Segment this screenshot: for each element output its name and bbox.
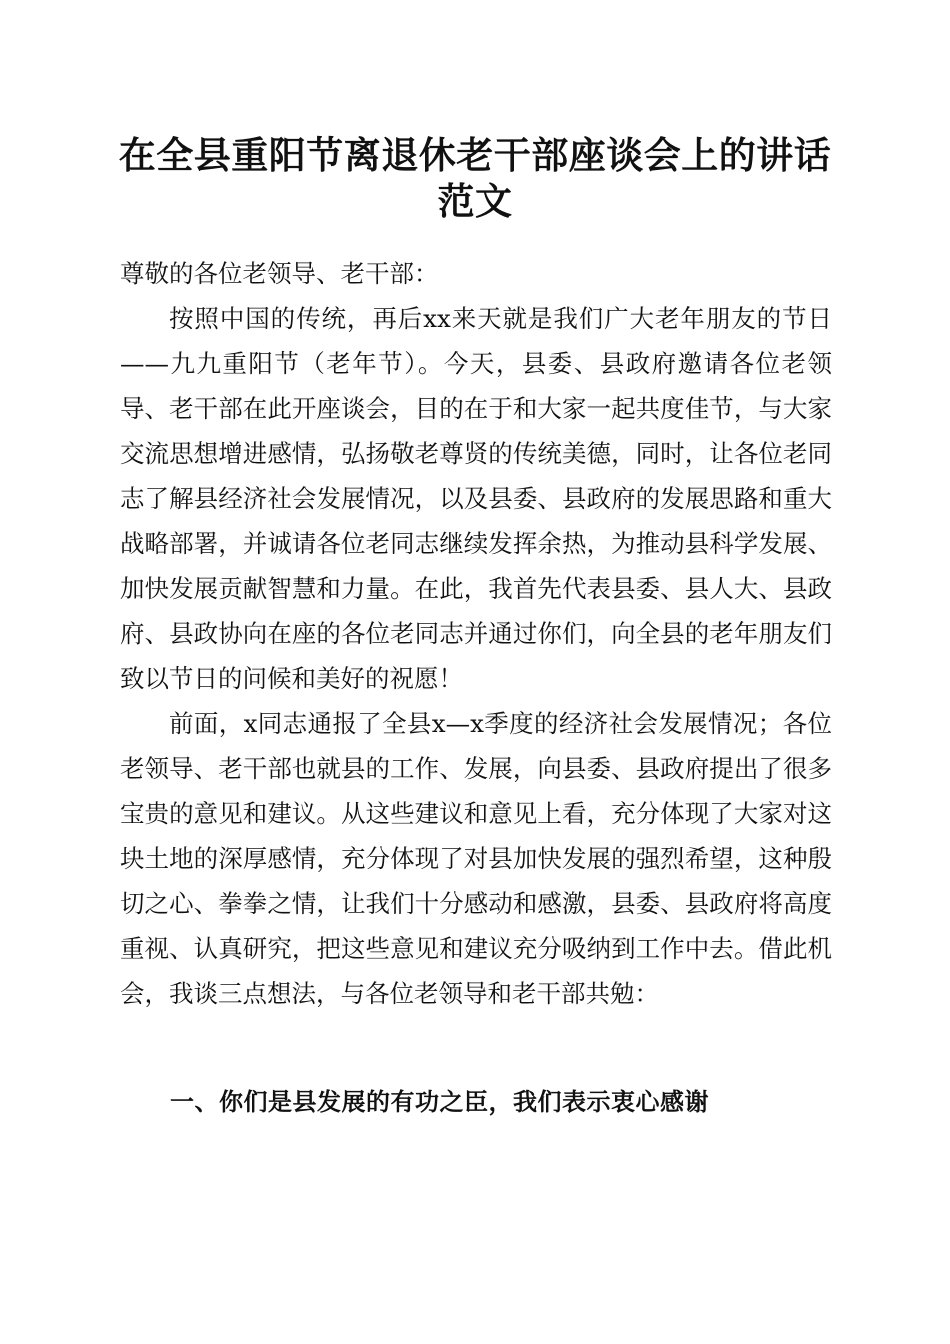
document-title: 在全县重阳节离退休老干部座谈会上的讲话范文 <box>118 133 832 223</box>
salutation: 尊敬的各位老领导、老干部： <box>120 259 439 288</box>
section-heading-1: 一、你们是县发展的有功之臣，我们表示衷心感谢 <box>170 1088 709 1116</box>
paragraph-1: 按照中国的传统，再后xx来天就是我们广大老年朋友的节日——九九重阳节（老年节）。今天，县委、县政府邀请各位老领导、老干部在此开座谈会，目的在于和大家一起共度佳节，与大家交流思想增进感情，弘扬敬老尊贤的传统美德，同时，让各位老同志了解县经济社会发展情况，以及县委、县政府的发展思路和重大战略部署，并诚请各位老同志继续发挥余热，为推动县科学发展、加快发展贡献智慧和力量。在此，我首先代表县委、县人大、县政府、县政协向在座的各位老同志并通过你们，向全县的老年朋友们致以节日的问候和美好的祝愿！ <box>120 304 832 693</box>
paragraph-2: 前面，x同志通报了全县x—x季度的经济社会发展情况；各位老领导、老干部也就县的工作、发展，向县委、县政府提出了很多宝贵的意见和建议。从这些建议和意见上看，充分体现了大家对这块土地的深厚感情，充分体现了对县加快发展的强烈希望，这种殷切之心、拳拳之情，让我们十分感动和感激，县委、县政府将高度重视、认真研究，把这些意见和建议充分吸纳到工作中去。借此机会，我谈三点想法，与各位老领导和老干部共勉： <box>120 709 832 1008</box>
document-body <box>120 251 832 1016</box>
